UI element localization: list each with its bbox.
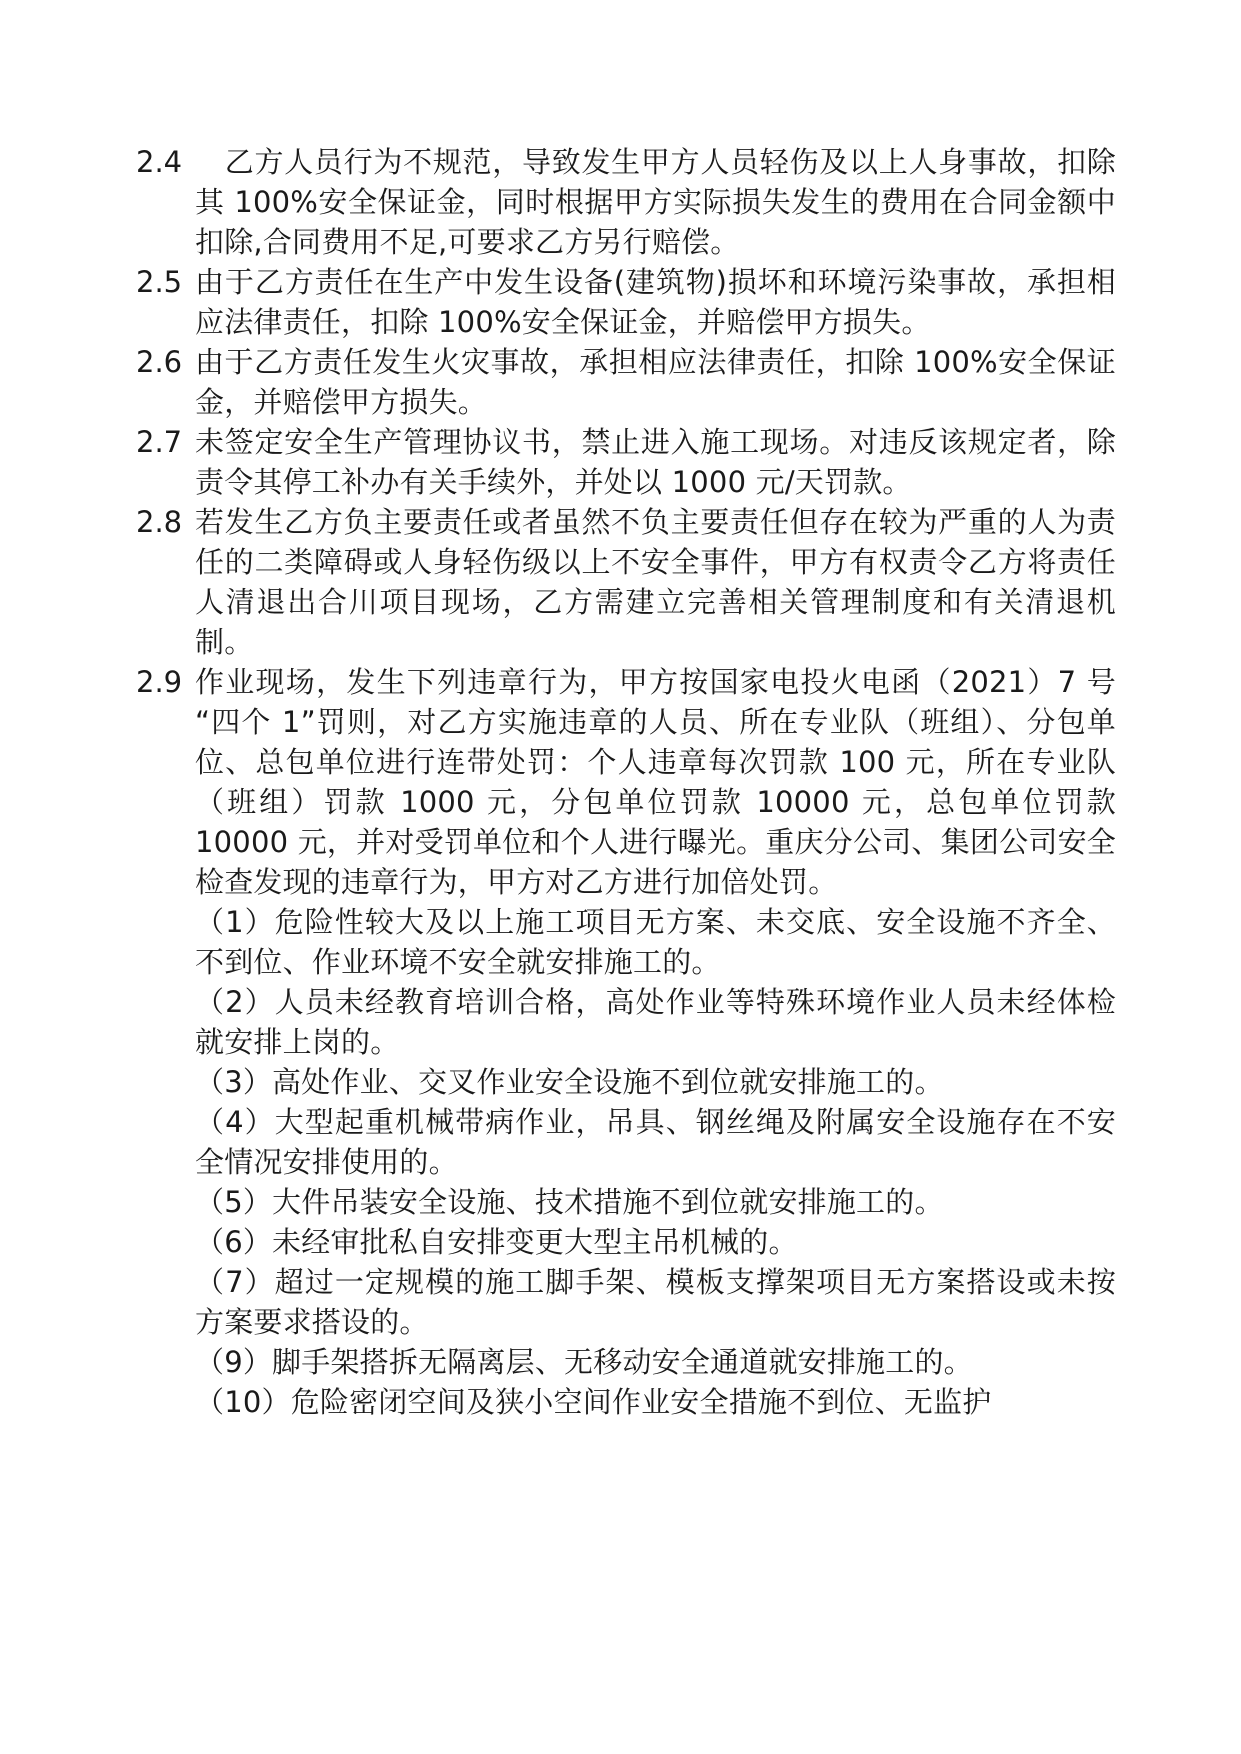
list-item: （3）高处作业、交叉作业安全设施不到位就安排施工的。 — [195, 1065, 944, 1099]
clause-text: 未签定安全生产管理协议书，禁止进入施工现场。对违反该规定者，除责令其停工补办有关手续外，并处以 1000 元/天罚款。 — [195, 425, 1116, 499]
clause-text: 若发生乙方负主要责任或者虽然不负主要责任但存在较为严重的人为责任的二类障碍或人身轻伤级以上不安全事件，甲方有权责令乙方将责任人清退出合川项目现场，乙方需建立完善相关管理制度和有关清退机制。 — [195, 505, 1116, 659]
list-item: （7）超过一定规模的施工脚手架、模板支撑架项目无方案搭设或未按方案要求搭设的。 — [195, 1265, 1116, 1339]
clause-2-8 — [136, 502, 1116, 662]
clause-2-5 — [136, 262, 1116, 342]
list-item: （4）大型起重机械带病作业，吊具、钢丝绳及附属安全设施存在不安全情况安排使用的。 — [195, 1105, 1116, 1179]
clause-text: 作业现场，发生下列违章行为，甲方按国家电投火电函（2021）7 号 “四个 1”罚则，对乙方实施违章的人员、所在专业队（班组）、分包单位、总包单位进行连带处罚：个人违章每次罚款 100 元，所在专业队（班组）罚款 1000 元，分包单位罚款 10000 元，总包单位罚款 10000 元，并对受罚单位和个人进行曝光。重庆分公司、集团公司安全检查发现的违章行为，甲方对乙方进行加倍处罚。 — [195, 665, 1116, 899]
list-item: （9）脚手架搭拆无隔离层、无移动安全通道就安排施工的。 — [195, 1345, 973, 1379]
clause-number: 2.7 — [136, 425, 183, 459]
list-item: （5）大件吊装安全设施、技术措施不到位就安排施工的。 — [195, 1185, 944, 1219]
clause-number: 2.4 — [136, 145, 183, 179]
list-item: （2）人员未经教育培训合格，高处作业等特殊环境作业人员未经体检就安排上岗的。 — [195, 985, 1116, 1059]
list-item: （1）危险性较大及以上施工项目无方案、未交底、安全设施不齐全、不到位、作业环境不安全就安排施工的。 — [195, 905, 1116, 979]
document-body — [136, 142, 1116, 1422]
clause-2-9 — [136, 662, 1116, 902]
clause-text: 乙方人员行为不规范，导致发生甲方人员轻伤及以上人身事故，扣除其 100%安全保证金，同时根据甲方实际损失发生的费用在合同金额中扣除,合同费用不足,可要求乙方另行赔偿。 — [195, 145, 1116, 259]
clause-number: 2.9 — [136, 665, 183, 699]
clause-text: 由于乙方责任在生产中发生设备(建筑物)损坏和环境污染事故，承担相应法律责任，扣除 100%安全保证金，并赔偿甲方损失。 — [195, 265, 1116, 339]
clause-number: 2.6 — [136, 345, 183, 379]
clause-2-7 — [136, 422, 1116, 502]
clause-number: 2.8 — [136, 505, 183, 539]
clause-2-4 — [136, 142, 1116, 262]
list-item: （6）未经审批私自安排变更大型主吊机械的。 — [195, 1225, 798, 1259]
clause-2-6 — [136, 342, 1116, 422]
clause-number: 2.5 — [136, 265, 183, 299]
list-item: （10）危险密闭空间及狭小空间作业安全措施不到位、无监护 — [195, 1385, 992, 1419]
clause-text: 由于乙方责任发生火灾事故，承担相应法律责任，扣除 100%安全保证金，并赔偿甲方损失。 — [195, 345, 1116, 419]
